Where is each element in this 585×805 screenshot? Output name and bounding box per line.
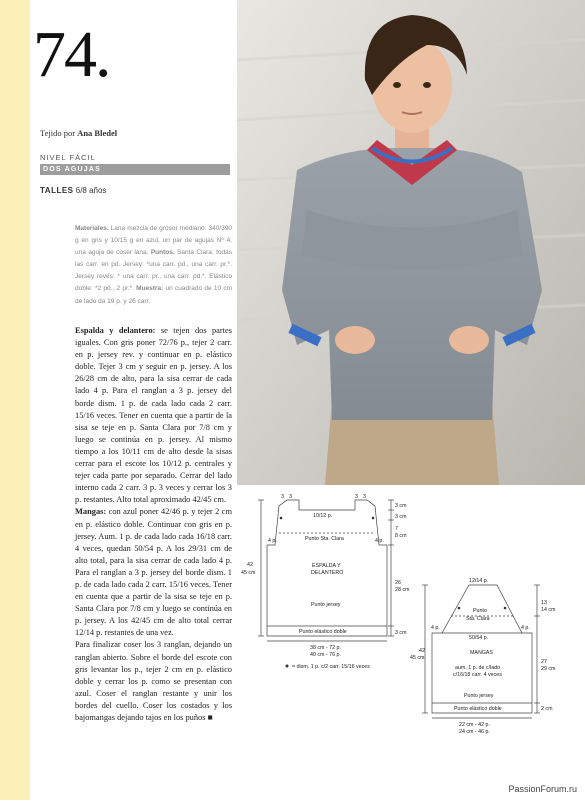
body-top-num: 3	[355, 494, 358, 500]
body-armhole-left: 4 p.	[268, 538, 277, 544]
body-width-2: 40 cm - 76 p.	[310, 652, 341, 658]
body-h28: 28 cm	[395, 587, 410, 593]
model-photo	[237, 0, 585, 485]
sleeve-h29: 29 cm	[541, 666, 556, 672]
sleeve-inc-1: aum. 1 p. de c/lado	[455, 665, 501, 671]
body-h3-c: 3 cm	[395, 630, 407, 636]
sleeve-h14: 14 cm	[541, 607, 556, 613]
accent-strip	[0, 0, 30, 800]
pattern-number: 74.	[33, 18, 110, 91]
decrease-marker	[458, 607, 461, 610]
sizes-line	[40, 186, 106, 195]
body-neck-label: 10/12 p.	[313, 513, 333, 519]
muestra-text: un cuadrado de 10 cm de lado da 19 p. y 26 carr.	[75, 285, 232, 305]
body-top-num: 3	[289, 494, 292, 500]
sizes-value: 6/8 años	[73, 186, 107, 195]
instructions	[75, 325, 232, 724]
back-front-paragraph	[75, 325, 232, 506]
needles-badge: DOS AGUJAS	[40, 164, 230, 175]
body-rib: Punto elástico doble	[299, 629, 347, 635]
body-width-1: 38 cm - 72 p.	[310, 645, 341, 651]
sleeve-santa-2: Sta. Clara	[466, 616, 490, 622]
sleeve-width: 50/54 p.	[469, 635, 489, 641]
body-top-num: 3	[363, 494, 366, 500]
sleeves-paragraph	[75, 506, 232, 639]
watermark: PassionForum.ru	[508, 784, 577, 794]
sleeve-4p-right: 4 p.	[521, 625, 530, 631]
body-height-45: 45 cm	[241, 570, 256, 576]
sleeve-h45: 45 cm	[410, 655, 425, 661]
sleeve-inc-2: c/16/18 carr. 4 veces	[453, 672, 502, 678]
body-h3-a: 3 cm	[395, 503, 407, 509]
legend-marker	[286, 665, 289, 668]
knit-by-credit	[40, 128, 117, 138]
sleeve-h27: 27	[541, 659, 547, 665]
sleeve-jersey: Punto jersey	[464, 693, 494, 699]
puntos-label: Puntos.	[150, 249, 175, 257]
schematic-svg	[237, 488, 585, 800]
body-jersey: Punto jersey	[311, 602, 341, 608]
sleeve-width-1: 22 cm - 42 p.	[459, 722, 490, 728]
body-title-1: ESPALDA Y	[312, 563, 341, 569]
photo-illustration	[237, 0, 585, 485]
sleeve-top: 12/14 p.	[469, 578, 489, 584]
sleeve-h2: 2 cm	[541, 706, 553, 712]
puntos-text: Santa Clara: todas las carr. en pd. Jersey: *una carr. pd., una carr. pr.*. Jersey revés: * una carr. pr., una carr. pd.*. Elástico doble: *2 pd., 2 pr.*.	[75, 249, 232, 293]
body-h3-b: 3 cm	[395, 514, 407, 520]
muestra-label: Muestra:	[136, 285, 164, 293]
sleeves-label: Mangas:	[75, 507, 107, 517]
schematic-diagrams	[237, 488, 585, 800]
body-h7: 7	[395, 526, 398, 532]
sleeve-santa-1: Punto	[473, 608, 487, 614]
body-top-num: 3	[281, 494, 284, 500]
materials-label: Materiales.	[75, 225, 109, 232]
sleeve-4p-left: 4 p.	[431, 625, 440, 631]
decrease-marker	[372, 517, 375, 520]
body-title-2: DELANTERO	[311, 570, 344, 576]
sleeves-text: con azul poner 42/46 p. y tejer 2 cm en p. elástico doble. Continuar con gris en p. jersey. Aum. 1 p. de cada lado cada 16/18 carr. 4 veces, quedan 50/54 p. A los 29/31 cm de alto total, para la sisa cerrar de cada lado 4 p. Para el ranglan a 3 p. jersey del borde dism. 1 p. de cada lado cada 2 carr. 15/16 veces. Tener en cuenta que a partir de la sisa se teje en p. Santa Clara por 7/8 cm y luego se continúa en p. jersey. A los 42/45 cm de alto total cerrar 12/14 p. restantes de una vez.	[75, 507, 232, 638]
sleeve-rib: Punto elástico doble	[454, 706, 502, 712]
body-armhole-right: 4 p.	[375, 538, 384, 544]
sleeve-width-2: 24 cm - 46 p.	[459, 729, 490, 735]
sleeve-h13: 13	[541, 600, 547, 606]
legend-text: = dism. 1 p. c/2 carr. 15/16 veces	[292, 664, 370, 670]
knitter-name: Ana Bledel	[77, 128, 118, 138]
difficulty-level: NIVEL FÁCIL	[40, 153, 96, 162]
materials-text: Lana mezcla de grosor mediano: 340/390 g en gris y 10/15 g en azul, un par de agujas Nº 4, una aguja de coser lana.	[75, 225, 232, 257]
body-h8: 8 cm	[395, 533, 407, 539]
knit-by-prefix: Tejido por	[40, 128, 78, 138]
materials-paragraph	[75, 223, 232, 308]
finishing-paragraph: Para finalizar coser los 3 ranglan, dejando un ranglan abierto. Sobre el borde del escote con gris levantar los p., tejer 2 cm en p. elástico doble y cerrar los p. como se presentan con azul. Coser el ranglan restante y unir los bordes del cuello. Coser los costados y los bajomangas dejando tajos en los puños ■	[75, 640, 232, 722]
back-front-text: se tejen dos partes iguales. Con gris poner 72/76 p., tejer 2 carr. en p. jersey rev. y continuar en p. elástico doble. Tejer 3 cm y seguir en p. jersey. A los 26/28 cm de alto, para la sisa cerrar de cada lado 4 p. Para el ranglan a 3 p. jersey del borde dism. 1 p. de cada lado cada 2 carr. 15/16 veces. Tener en cuenta que a partir de la sisa se teje en p. Santa Clara por 7/8 cm y luego se continúa en p. jersey. Al mismo tiempo a los 10/11 cm de alto desde la sisas cerrar para el escote los 10/12 p. centrales y tejer cada parte por separado. Cerrar del lado interno cada 2 carr. 3 p. 3 veces y cerrar los 3 p. restantes. Alto total aproximado 42/45 cm.	[75, 326, 232, 505]
body-height-42: 42	[247, 562, 253, 568]
body-santa-clara: Punto Sta. Clara	[305, 536, 344, 542]
sizes-label: TALLES	[40, 186, 74, 195]
sleeve-title: MANGAS	[470, 650, 493, 656]
sleeve-h42: 42	[419, 648, 425, 654]
back-front-label: Espalda y delantero:	[75, 326, 156, 335]
body-h26: 26	[395, 580, 401, 586]
decrease-marker	[504, 607, 507, 610]
decrease-marker	[280, 517, 283, 520]
